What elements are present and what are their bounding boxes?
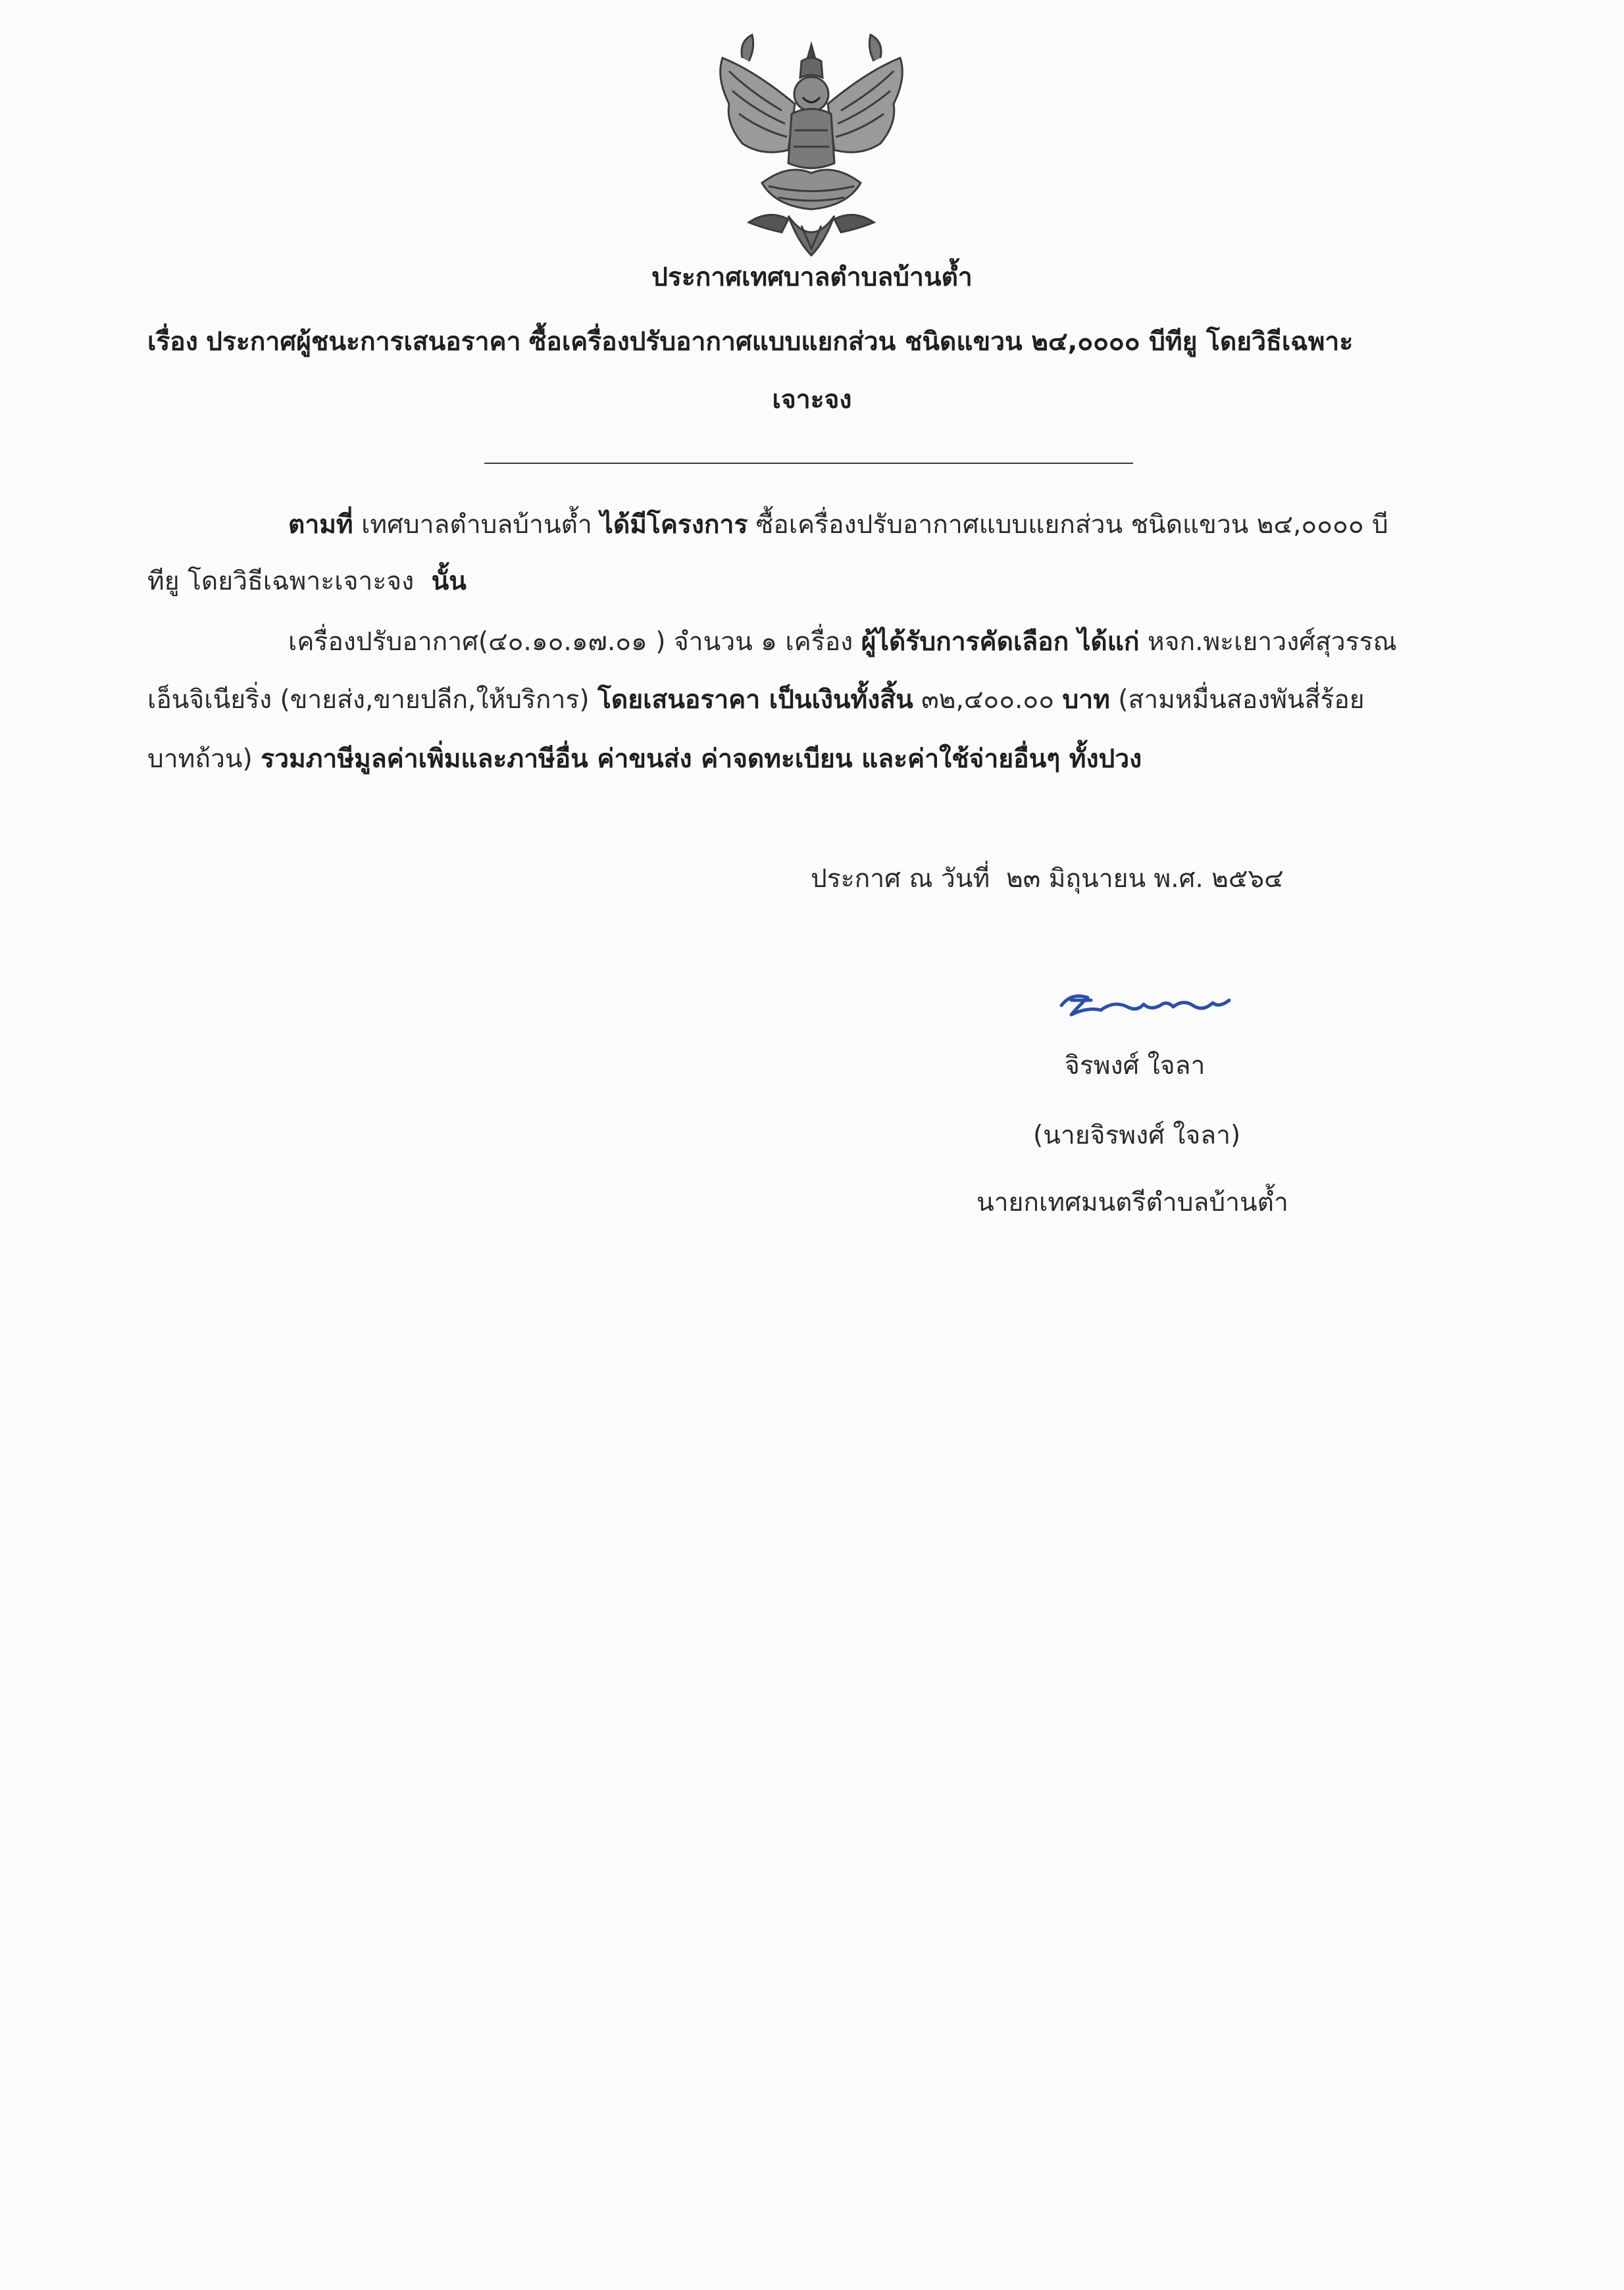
paragraph-2-line-1 (288, 629, 1397, 655)
p2-item: เครื่องปรับอากาศ(๔๐.๑๐.๑๗.๐๑ ) จำนวน ๑ เครื่อง (288, 627, 853, 657)
handwritten-signature (1052, 980, 1242, 1027)
subject-label: เรื่อง (147, 327, 198, 357)
p1-bold: ได้มีโครงการ (600, 510, 748, 540)
p1-line2: ทียู โดยวิธีเฉพาะเจาะจง (147, 567, 415, 596)
p2-words: (สามหมื่นสองพันสี่ร้อย (1118, 685, 1365, 715)
p2-words2: บาทถ้วน) (147, 744, 253, 774)
signer-title: นายกเทศมนตรีตำบลบ้านต้ำ (977, 1188, 1288, 1217)
p2-winner: ผู้ได้รับการคัดเลือก ได้แก่ (861, 627, 1140, 657)
paragraph-1-line-1 (288, 512, 1388, 538)
announcement-title: ประกาศเทศบาลตำบลบ้านต้ำ (651, 263, 973, 292)
p1-end: นั้น (431, 567, 467, 596)
paragraph-2-line-3 (147, 746, 1142, 772)
p2-amount: ๓๒,๔๐๐.๐๐ (921, 685, 1055, 715)
p2-vendor2: เอ็นจิเนียริ่ง (ขายส่ง,ขายปลีก,ให้บริการ) (147, 685, 590, 715)
signer-full-name: (นายจิรพงศ์ ใจลา) (1033, 1121, 1241, 1150)
p2-offer: โดยเสนอราคา เป็นเงินทั้งสิ้น (597, 685, 913, 715)
p1-label: ตามที่ (288, 510, 353, 540)
subject-line (147, 329, 1353, 355)
paragraph-1-line-2 (147, 569, 467, 594)
title-divider (484, 463, 1133, 464)
p2-vat: รวมภาษีมูลค่าเพิ่มและภาษีอื่น ค่าขนส่ง ค่าจดทะเบียน และค่าใช้จ่ายอื่นๆ ทั้งปวง (261, 744, 1142, 774)
signer-name: จิรพงศ์ ใจลา (1065, 1051, 1205, 1081)
p1-org: เทศบาลตำบลบ้านต้ำ (361, 510, 592, 540)
p2-baht: บาท (1062, 685, 1110, 715)
subject-line-2: เจาะจง (772, 385, 852, 415)
garuda-emblem-icon (703, 32, 920, 259)
paragraph-2-line-2 (147, 687, 1365, 713)
announcement-date: ประกาศ ณ วันที่ ๒๓ มิถุนายน พ.ศ. ๒๕๖๔ (811, 864, 1284, 894)
subject-bold: ประกาศผู้ชนะการเสนอราคา (206, 327, 521, 357)
subject-rest: ซื้อเครื่องปรับอากาศแบบแยกส่วน ชนิดแขวน ๒๔,๐๐๐๐ บีทียู โดยวิธีเฉพาะ (528, 327, 1354, 357)
p1-rest: ซื้อเครื่องปรับอากาศแบบแยกส่วน ชนิดแขวน ๒๔,๐๐๐๐ บี (755, 510, 1388, 540)
p2-vendor: หจก.พะเยาวงศ์สุวรรณ (1147, 627, 1397, 657)
